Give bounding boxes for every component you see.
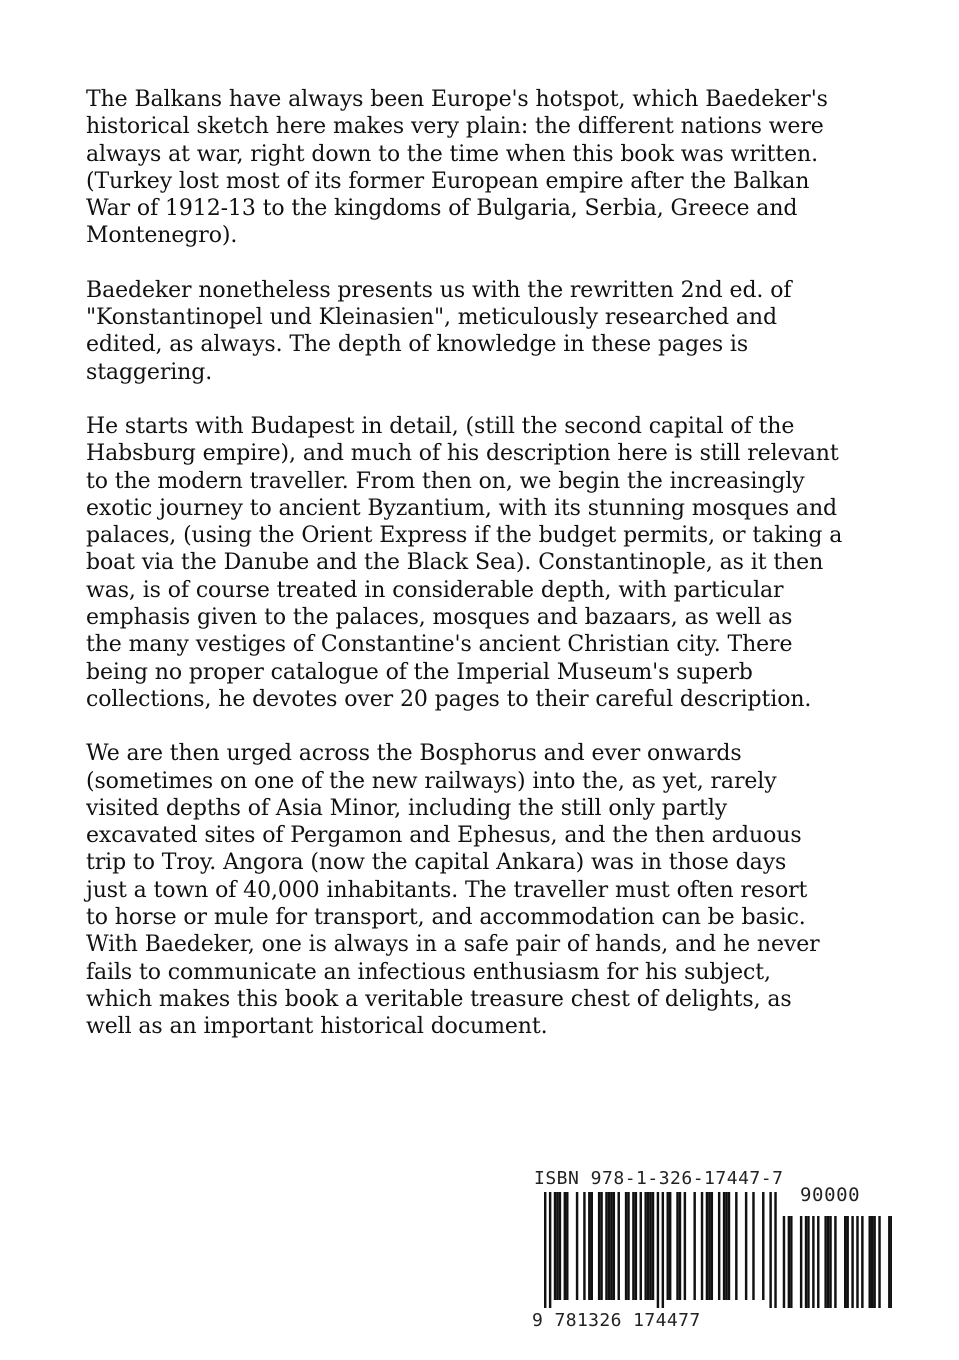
barcode-bar <box>735 1192 737 1300</box>
barcode-bar <box>625 1192 627 1300</box>
addon-bar <box>800 1216 802 1308</box>
barcode-bar <box>701 1192 703 1300</box>
barcode-bar <box>544 1192 546 1308</box>
barcode-bar <box>564 1192 566 1300</box>
addon-bar <box>827 1216 829 1308</box>
barcode-bar <box>613 1192 615 1300</box>
addon-bar <box>783 1216 785 1308</box>
paragraph-second-edition: Baedeker nonetheless presents us with the rewritten 2nd ed. of "Konstantinopel und Kleinasien", meticulously researched and edited, as always. The depth of knowledge in these pages is staggering. <box>86 277 792 385</box>
barcode-bar <box>566 1192 568 1300</box>
isbn-barcode <box>532 1168 892 1338</box>
addon-bar <box>812 1216 814 1308</box>
addon-bar <box>878 1216 880 1308</box>
barcode-bar <box>676 1192 678 1300</box>
paragraph-budapest-constantinople: He starts with Budapest in detail, (still the second capital of the Habsburg empire), and much of his description here is still relevant to the modern traveller. From then on, we begin the increasingly exotic journey to ancient Byzantium, with its stunning mosques and palaces, (using the Orient Express if the budget permits, or taking a boat via the Danube and the Black Sea). Constantinople, as it then was, is of course treated in considerable depth, with particular emphasis given to the palaces, mosques and bazaars, as well as the many vestiges of Constantine's ancient Christian city. There being no proper catalogue of the Imperial Museum's superb collections, he devotes over 20 pages to their careful description. <box>86 413 843 712</box>
barcode-bar <box>708 1192 710 1300</box>
barcode-bar <box>718 1192 720 1300</box>
barcode-bar <box>728 1192 730 1300</box>
barcode-bar <box>647 1192 649 1300</box>
barcode-bar <box>667 1192 669 1300</box>
barcode-bar <box>662 1192 664 1308</box>
barcode-bar <box>679 1192 681 1300</box>
isbn-label: ISBN 978-1-326-17447-7 <box>534 1168 784 1189</box>
addon-bar <box>873 1216 875 1308</box>
barcode-bar <box>669 1192 671 1300</box>
addon-bar <box>869 1216 871 1308</box>
addon-bar <box>871 1216 873 1308</box>
barcode-bar <box>610 1192 612 1300</box>
addon-bar <box>846 1216 848 1308</box>
barcode-bar <box>635 1192 637 1300</box>
addon-bar <box>888 1216 890 1308</box>
addon-bar <box>844 1216 846 1308</box>
barcode-bar <box>745 1192 747 1300</box>
addon-bar <box>834 1216 836 1308</box>
barcode-bar <box>640 1192 642 1300</box>
addon-bar <box>851 1216 853 1308</box>
barcode-bar <box>627 1192 629 1300</box>
barcode-bar <box>598 1192 600 1300</box>
barcode-bar <box>549 1192 551 1308</box>
addon-bar <box>824 1216 826 1308</box>
barcode-bar <box>706 1192 708 1300</box>
barcode-bar <box>644 1192 646 1300</box>
barcode-bar <box>600 1192 602 1300</box>
barcode-bar <box>608 1192 610 1300</box>
addon-bar <box>807 1216 809 1308</box>
addon-bar <box>790 1216 792 1308</box>
barcode-bar <box>684 1192 686 1300</box>
barcode-bar <box>762 1192 764 1300</box>
barcode-bar <box>559 1192 561 1300</box>
barcode-bar <box>652 1192 654 1300</box>
barcode-bar <box>723 1192 725 1300</box>
barcode-bars <box>532 1192 892 1310</box>
addon-bar <box>829 1216 831 1308</box>
barcode-bar <box>588 1192 590 1300</box>
addon-bar <box>861 1216 863 1308</box>
barcode-bar <box>649 1192 651 1300</box>
barcode-bar <box>556 1192 558 1300</box>
addon-bar <box>891 1216 892 1308</box>
blurb-text <box>86 86 886 1068</box>
barcode-bar <box>725 1192 727 1300</box>
barcode-bar <box>605 1192 607 1300</box>
barcode-bar <box>657 1192 659 1308</box>
paragraph-balkans-history: The Balkans have always been Europe's hotspot, which Baedeker's historical sketch here makes very plain: the different nations were always at war, right down to the time when this book was written. (Turkey lost most of its former European empire after the Balkan War of 1912-13 to the kingdoms of Bulgaria, Serbia, Greece and Montenegro). <box>86 87 828 249</box>
barcode-bar <box>591 1192 593 1300</box>
barcode-bar <box>711 1192 713 1300</box>
barcode-bar <box>618 1192 620 1300</box>
barcode-bar <box>774 1192 776 1308</box>
ean-digits: 9 781326 174477 <box>532 1310 701 1331</box>
addon-bar <box>856 1216 858 1308</box>
addon-bar <box>805 1216 807 1308</box>
barcode-bar <box>632 1192 634 1300</box>
addon-bar <box>817 1216 819 1308</box>
barcode-bar <box>576 1192 578 1300</box>
barcode-bar <box>752 1192 754 1300</box>
barcode-bar <box>554 1192 556 1300</box>
barcode-bar <box>769 1192 771 1308</box>
addon-bar <box>788 1216 790 1308</box>
barcode-bar <box>693 1192 695 1300</box>
paragraph-asia-minor: We are then urged across the Bosphorus and ever onwards (sometimes on one of the new railways) into the, as yet, rarely visited depths of Asia Minor, including the still only partly excavated sites of Pergamon and Ephesus, and the then arduous trip to Troy. Angora (now the capital Ankara) was in those days just a town of 40,000 inhabitants. The traveller must often resort to horse or mule for transport, and accommodation can be basic. With Baedeker, one is always in a safe pair of hands, and he never fails to communicate an infectious enthusiasm for his subject, which makes this book a veritable treasure chest of delights, as well as an important historical document. <box>86 741 820 1040</box>
price-code: 90000 <box>800 1184 861 1206</box>
barcode-bar <box>583 1192 585 1300</box>
